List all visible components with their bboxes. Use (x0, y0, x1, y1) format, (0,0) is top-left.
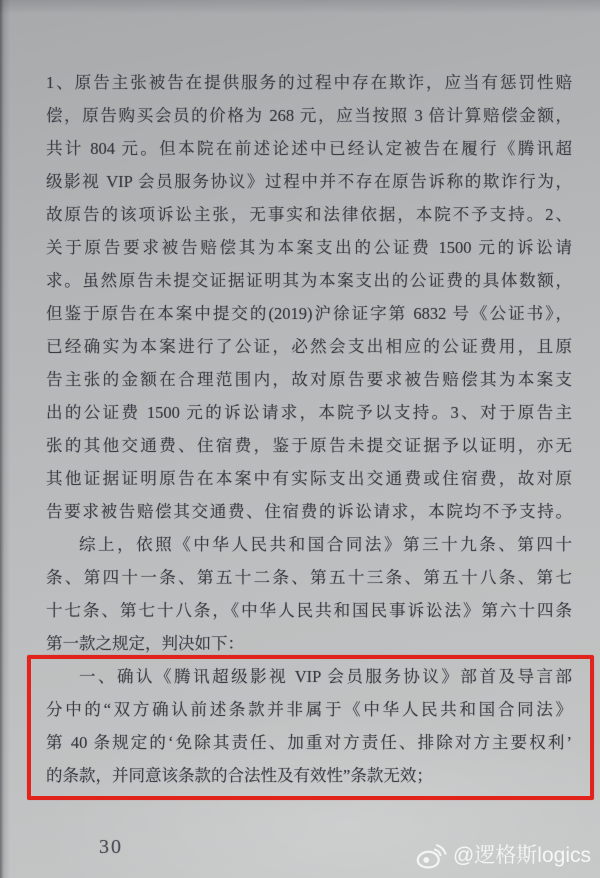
text-line: 关于原告要求被告赔偿其为本案支出的公证费 1500 元的诉讼请 (46, 238, 572, 257)
text-line: 第一款之规定，判决如下： (46, 634, 244, 653)
text-line: 条、第四十一条、第五十二条、第五十三条、第五十八条、第七 (46, 568, 572, 587)
weibo-icon (415, 843, 447, 870)
text-line: 告主张的金额在合理范围内，故对原告要求被告赔偿其为本案支 (46, 370, 572, 389)
judgment-text-block (46, 66, 572, 800)
watermark-handle: @逻格斯logics (452, 844, 591, 867)
text-line: 的条款，并同意该条款的合法性及有效性”条款无效； (46, 766, 433, 785)
text-line: 1、原告主张被告在提供服务的过程中存在欺诈，应当有惩罚性赔 (46, 73, 572, 92)
text-line: 分中的“双方确认前述条款并非属于《中华人民共和国合同法》 (46, 700, 572, 719)
text-line: 求。虽然原告未提交证据证明其为本案支出的公证费的具体数额， (46, 271, 572, 290)
text-line: 出的公证费 1500 元的诉讼请求，本院予以支持。3、对于原告主 (46, 403, 572, 422)
text-line: 综上，依照《中华人民共和国合同法》第三十九条、第四十 (79, 535, 572, 554)
text-line: 级影视 VIP 会员服务协议》过程中并不存在原告诉称的欺诈行为， (46, 172, 572, 191)
judgment-body (46, 66, 572, 660)
text-line: 共计 804 元。但本院在前述论述中已经认定被告在履行《腾讯超 (46, 139, 572, 158)
page-number: 30 (99, 836, 123, 858)
text-line: 十七条、第七十八条，《中华人民共和国民事诉讼法》第六十四条 (46, 601, 572, 620)
text-line: 张的其他交通费、住宿费，鉴于原告未提交证据予以证明，亦无 (46, 436, 572, 455)
text-line: 第 40 条规定的‘免除其责任、加重对方责任、排除对方主要权利’ (46, 733, 572, 752)
text-line: 故原告的该项诉讼主张，无事实和法律依据，本院不予支持。2、 (46, 205, 572, 224)
text-line: 一、确认《腾讯超级影视 VIP 会员服务协议》部首及导言部 (79, 667, 572, 686)
text-line: 但鉴于原告在本案中提交的(2019)沪徐证字第 6832 号《公证书》， (46, 304, 572, 323)
text-line: 告要求被告赔偿其交通费、住宿费的诉讼请求，本院均不予支持。 (46, 502, 572, 521)
watermark (415, 841, 591, 871)
text-line: 已经确实为本案进行了公证，必然会支出相应的公证费用，且原 (46, 337, 572, 356)
highlight-box (27, 655, 594, 800)
text-line: 偿，原告购买会员的价格为 268 元，应当按照 3 倍计算赔偿金额， (46, 106, 572, 125)
text-line: 其他证据证明原告在本案中有实际支出交通费或住宿费，故对原 (46, 469, 572, 488)
